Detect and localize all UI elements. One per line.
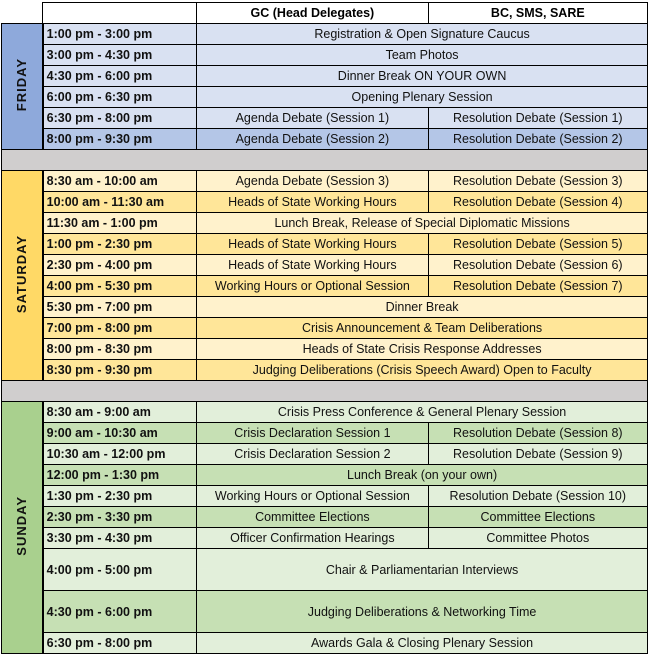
time-cell: 10:00 am - 11:30 am xyxy=(43,192,197,213)
header-blank-time xyxy=(43,3,197,24)
schedule-row xyxy=(2,66,648,87)
time-cell: 10:30 am - 12:00 pm xyxy=(43,444,197,465)
time-cell: 8:00 pm - 9:30 pm xyxy=(43,129,197,150)
event-cell-merged: Judging Deliberations (Crisis Speech Award) Open to Faculty xyxy=(197,360,648,381)
header-row xyxy=(2,3,648,24)
day-separator xyxy=(2,381,648,402)
event-cell-gc: Working Hours or Optional Session xyxy=(197,486,428,507)
time-cell: 4:30 pm - 6:00 pm xyxy=(43,591,197,633)
schedule-row xyxy=(2,318,648,339)
schedule-row xyxy=(2,192,648,213)
event-cell-gc: Agenda Debate (Session 1) xyxy=(197,108,428,129)
event-cell-merged: Heads of State Crisis Response Addresses xyxy=(197,339,648,360)
schedule-row xyxy=(2,423,648,444)
time-cell: 8:30 pm - 9:30 pm xyxy=(43,360,197,381)
event-cell-bc: Resolution Debate (Session 5) xyxy=(428,234,647,255)
schedule-row xyxy=(2,465,648,486)
schedule-row xyxy=(2,339,648,360)
schedule-row xyxy=(2,108,648,129)
header-blank xyxy=(2,3,43,24)
time-cell: 4:00 pm - 5:30 pm xyxy=(43,276,197,297)
event-cell-bc: Resolution Debate (Session 4) xyxy=(428,192,647,213)
schedule-row xyxy=(2,486,648,507)
event-cell-merged: Judging Deliberations & Networking Time xyxy=(197,591,648,633)
schedule-row xyxy=(2,528,648,549)
time-cell: 11:30 am - 1:00 pm xyxy=(43,213,197,234)
event-cell-merged: Opening Plenary Session xyxy=(197,87,648,108)
event-cell-bc: Resolution Debate (Session 10) xyxy=(428,486,647,507)
event-cell-bc: Resolution Debate (Session 8) xyxy=(428,423,647,444)
time-cell: 4:00 pm - 5:00 pm xyxy=(43,549,197,591)
separator-cell xyxy=(2,381,648,402)
event-cell-merged: Dinner Break ON YOUR OWN xyxy=(197,66,648,87)
event-cell-gc: Crisis Declaration Session 2 xyxy=(197,444,428,465)
day-label-sun xyxy=(2,402,43,654)
event-cell-gc: Crisis Declaration Session 1 xyxy=(197,423,428,444)
schedule-row xyxy=(2,402,648,423)
time-cell: 8:30 am - 9:00 am xyxy=(43,402,197,423)
event-cell-merged: Registration & Open Signature Caucus xyxy=(197,24,648,45)
schedule-row xyxy=(2,234,648,255)
time-cell: 8:30 am - 10:00 am xyxy=(43,171,197,192)
event-cell-bc: Resolution Debate (Session 1) xyxy=(428,108,647,129)
time-cell: 3:00 pm - 4:30 pm xyxy=(43,45,197,66)
event-cell-gc: Committee Elections xyxy=(197,507,428,528)
schedule-row xyxy=(2,255,648,276)
event-cell-gc: Agenda Debate (Session 3) xyxy=(197,171,428,192)
event-cell-bc: Resolution Debate (Session 9) xyxy=(428,444,647,465)
event-cell-merged: Crisis Announcement & Team Deliberations xyxy=(197,318,648,339)
event-cell-gc: Agenda Debate (Session 2) xyxy=(197,129,428,150)
separator-cell xyxy=(2,150,648,171)
event-cell-bc: Resolution Debate (Session 3) xyxy=(428,171,647,192)
header-bc: BC, SMS, SARE xyxy=(428,3,647,24)
event-cell-bc: Committee Photos xyxy=(428,528,647,549)
time-cell: 12:00 pm - 1:30 pm xyxy=(43,465,197,486)
event-cell-bc: Resolution Debate (Session 6) xyxy=(428,255,647,276)
schedule-row xyxy=(2,129,648,150)
schedule-row xyxy=(2,87,648,108)
time-cell: 2:30 pm - 4:00 pm xyxy=(43,255,197,276)
time-cell: 7:00 pm - 8:00 pm xyxy=(43,318,197,339)
day-label-fri xyxy=(2,24,43,150)
event-cell-bc: Committee Elections xyxy=(428,507,647,528)
event-cell-merged: Team Photos xyxy=(197,45,648,66)
event-cell-merged: Crisis Press Conference & General Plenary Session xyxy=(197,402,648,423)
event-cell-gc: Heads of State Working Hours xyxy=(197,234,428,255)
schedule-row xyxy=(2,507,648,528)
schedule-row xyxy=(2,213,648,234)
time-cell: 1:00 pm - 3:00 pm xyxy=(43,24,197,45)
schedule-row xyxy=(2,360,648,381)
schedule-row xyxy=(2,591,648,633)
time-cell: 1:00 pm - 2:30 pm xyxy=(43,234,197,255)
schedule-row xyxy=(2,444,648,465)
event-cell-merged: Chair & Parliamentarian Interviews xyxy=(197,549,648,591)
time-cell: 2:30 pm - 3:30 pm xyxy=(43,507,197,528)
day-label-text: SUNDAY xyxy=(14,496,30,556)
schedule-row xyxy=(2,45,648,66)
time-cell: 6:30 pm - 8:00 pm xyxy=(43,633,197,654)
schedule-body xyxy=(2,24,648,654)
schedule-row xyxy=(2,24,648,45)
schedule-table xyxy=(1,2,648,654)
event-cell-gc: Heads of State Working Hours xyxy=(197,192,428,213)
time-cell: 8:00 pm - 8:30 pm xyxy=(43,339,197,360)
event-cell-gc: Heads of State Working Hours xyxy=(197,255,428,276)
header-gc: GC (Head Delegates) xyxy=(197,3,428,24)
event-cell-gc: Working Hours or Optional Session xyxy=(197,276,428,297)
schedule-row xyxy=(2,633,648,654)
schedule-row xyxy=(2,171,648,192)
time-cell: 3:30 pm - 4:30 pm xyxy=(43,528,197,549)
event-cell-gc: Officer Confirmation Hearings xyxy=(197,528,428,549)
time-cell: 4:30 pm - 6:00 pm xyxy=(43,66,197,87)
event-cell-merged: Lunch Break (on your own) xyxy=(197,465,648,486)
day-separator xyxy=(2,150,648,171)
day-label-text: SATURDAY xyxy=(14,234,30,314)
event-cell-bc: Resolution Debate (Session 2) xyxy=(428,129,647,150)
time-cell: 6:00 pm - 6:30 pm xyxy=(43,87,197,108)
event-cell-bc: Resolution Debate (Session 7) xyxy=(428,276,647,297)
event-cell-merged: Awards Gala & Closing Plenary Session xyxy=(197,633,648,654)
event-cell-merged: Lunch Break, Release of Special Diplomatic Missions xyxy=(197,213,648,234)
schedule-row xyxy=(2,297,648,318)
time-cell: 9:00 am - 10:30 am xyxy=(43,423,197,444)
time-cell: 5:30 pm - 7:00 pm xyxy=(43,297,197,318)
time-cell: 6:30 pm - 8:00 pm xyxy=(43,108,197,129)
event-cell-merged: Dinner Break xyxy=(197,297,648,318)
time-cell: 1:30 pm - 2:30 pm xyxy=(43,486,197,507)
schedule-row xyxy=(2,549,648,591)
day-label-text: FRIDAY xyxy=(14,58,30,112)
day-label-sat xyxy=(2,171,43,381)
schedule-row xyxy=(2,276,648,297)
